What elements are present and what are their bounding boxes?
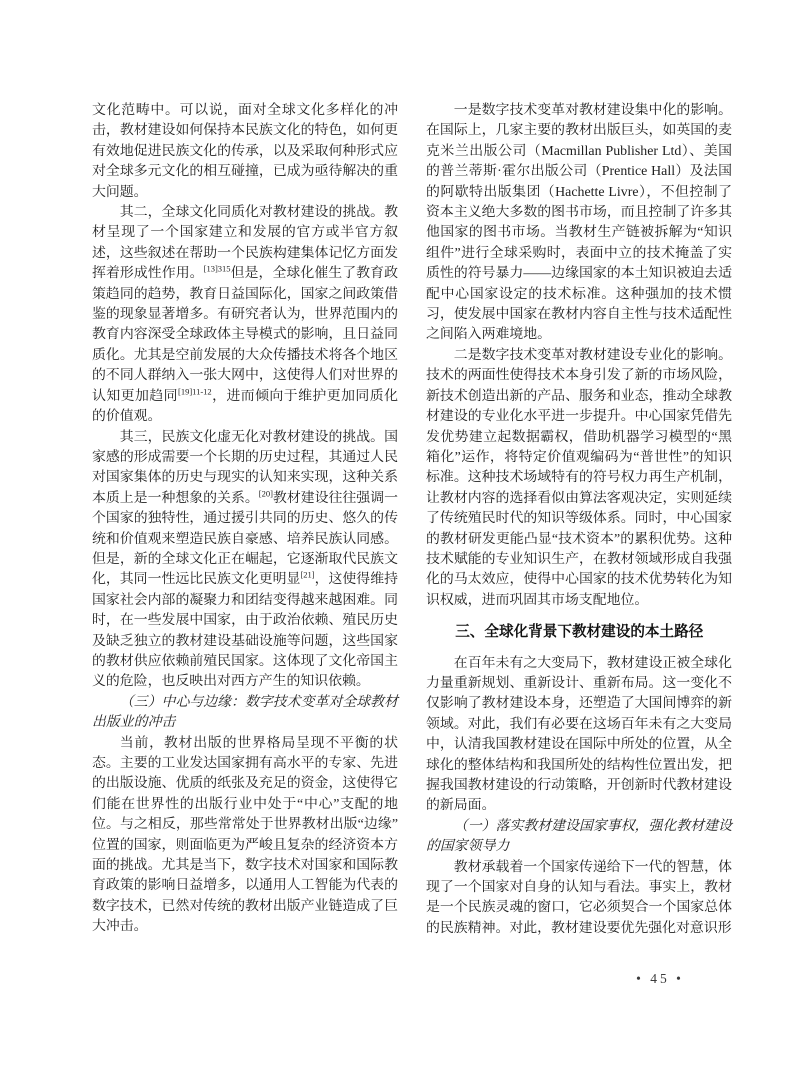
paragraph: 当前，教材出版的世界格局呈现不平衡的状态。主要的工业发达国家拥有高水平的专家、先进的出版设施、优质的纸张及充足的资金，这使得它们能在世界性的出版行业中处于“中心”支配的地位。与之相反，那些常常处于世界教材出版“边缘”位置的国家，则面临更为严峻且复杂的经济资本方面的挑战。尤其是当下，数字技术对国家和国际教育政策的影响日益增多，以通用人工智能为代表的数字技术，已然对传统的教材出版产业链造成了巨大冲击。 [92,735,398,935]
subsection-heading: （一）落实教材建设国家事权，强化教材建设的国家领导力 [426,818,732,855]
paragraph: 二是数字技术变革对教材建设专业化的影响。技术的两面性使得技术本身引发了新的市场风险，新技术创造出新的产品、服务和业态，推动全球教材建设的专业化水平进一步提升。中心国家凭借先发优势建立起数据霸权，借助机器学习模型的“黑箱化”运作，将特定价值观编码为“普世性”的知识标准。这种技术场域特有的符号权力再生产机制，让教材内容的选择看似由算法客观决定，实则延续了传统殖民时代的知识等级体系。同时，中心国家的教材研发更能凸显“技术资本”的累积优势。这种技术赋能的专业知识生产，在教材领域形成自我强化的马太效应，使得中心国家的技术优势转化为知识权威，进而巩固其市场支配地位。 [426,347,732,608]
paragraph: 其三，民族文化虚无化对教材建设的挑战。国家感的形成需要一个长期的历史过程，其通过人民对国家集体的历史与现实的认知来实现，这种关系本质上是一种想象的关系。[20]教材建设往往强调一个国家的独特性，通过援引共同的历史、悠久的传统和价值观来塑造民族自豪感、培养民族认同感。但是，新的全球文化正在崛起，它逐渐取代民族文化，其同一性远比民族文化更明显[21]，这使得维持国家社会内部的凝聚力和团结变得越来越困难。同时，在一些发展中国家，由于政治依赖、殖民历史及缺乏独立的教材建设基础设施等问题，这些国家的教材供应依赖前殖民国家。这体现了文化帝国主义的危险，也反映出对西方产生的知识依赖。 [92,429,398,690]
subsection-heading: （三）中心与边缘：数字技术变革对全球教材出版业的冲击 [92,694,398,731]
citation-superscript: [19]11-12 [177,386,212,397]
paragraph: 文化范畴中。可以说，面对全球文化多样化的冲击，教材建设如何保持本民族文化的特色，如何更有效地促进民族文化的传承，以及采取何种形式应对全球多元文化的相互碰撞，已成为亟待解决的重大问题。 [92,103,398,200]
citation-superscript: [20] [258,488,273,499]
paragraph: 教材承载着一个国家传递给下一代的智慧，体现了一个国家对自身的认知与看法。事实上，教材是一个民族灵魂的窗口，它必须契合一个国家总体的民族精神。对此，教材建设要优先强化对意识形 [426,859,732,936]
section-heading: 三、全球化背景下教材建设的本土路径 [455,624,704,641]
left-column [92,101,398,939]
citation-superscript: [13]315 [203,263,231,274]
text-columns [92,101,732,939]
right-column [426,101,732,939]
citation-superscript: [21] [300,569,315,580]
paragraph: 其二，全球文化同质化对教材建设的挑战。教材呈现了一个国家建立和发展的官方或半官方叙述，这些叙述在帮助一个民族构建集体记忆方面发挥着形成性作用。$^{[13]315}$但是，全球化催生了教育政策趋同的趋势，教育日益国际化，国家之间政策借鉴的现象显著增多。有研究者认为，世界范围内的教育内容深受全球政体主导模式的影响，且日益同质化。尤其是空前发展的大众传播技术将各个地区的不同人群纳入一张大网中，这使得人们对世界的认知更加趋同$^{[19]11-12}$，进而倾向于维护更加同质化的价值观。 [92,205,398,425]
paragraph: 一是数字技术变革对教材建设集中化的影响。在国际上，几家主要的教材出版巨头，如英国的麦克米兰出版公司（Macmillan Publisher Ltd）、美国的普兰蒂斯·霍尔出版公司（Prentice Hall）及法国的阿歇特出版集团（Hachette Livre），不但控制了资本主义绝大多数的图书市场，而且控制了许多其他国家的图书市场。当教材生产链被拆解为“知识组件”进行全球采购时，表面中立的技术掩盖了实质性的符号暴力——边缘国家的本土知识被迫去适配中心国家设定的技术标准。这种强加的技术惯习，使发展中国家在教材内容自主性与技术适配性之间陷入两难境地。 [426,103,732,343]
page-number: • 45 • [636,971,684,986]
paragraph: 在百年未有之大变局下，教材建设正被全球化力量重新规划、重新设计、重新布局。这一变化不仅影响了教材建设本身，还塑造了大国间博弈的新领域。对此，我们有必要在这场百年未有之大变局中，认清我国教材建设在国际中所处的位置，从全球化的整体结构和我国所处的结构性位置出发，把握我国教材建设的行动策略，开创新时代教材建设的新局面。 [426,655,732,814]
